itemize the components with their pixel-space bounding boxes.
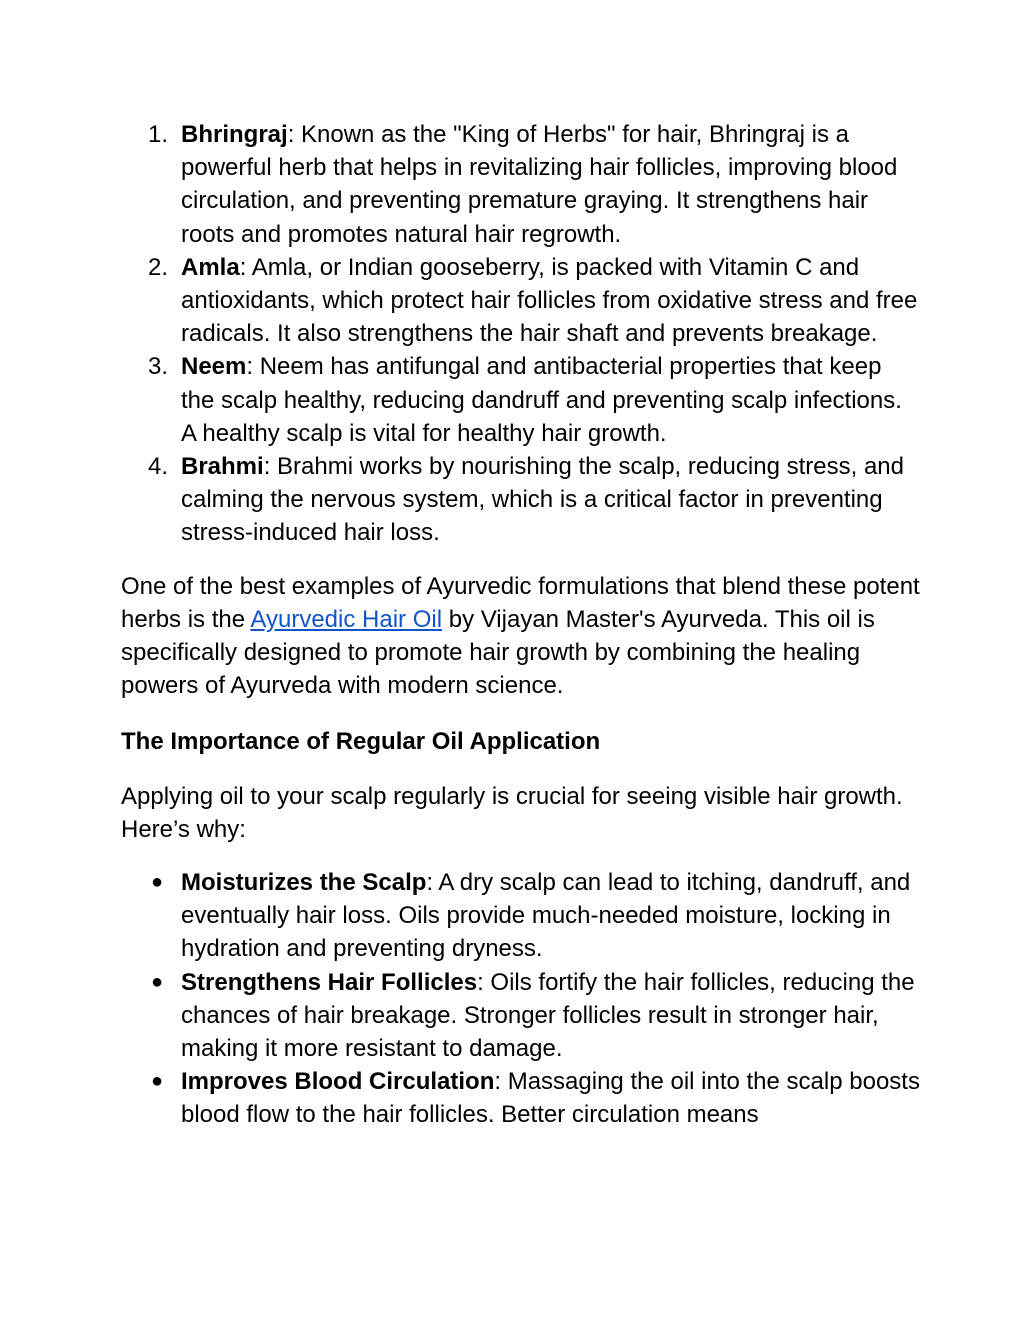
list-item-amla: [121, 251, 921, 351]
herb-term: Neem: [181, 353, 247, 381]
benefits-bullet-list: [121, 866, 921, 1132]
herb-description: : Neem has antifungal and antibacterial properties that keep the scalp healthy, reducing dandruff and preventing scalp infections. A healthy scalp is vital for healthy hair growth.: [181, 353, 902, 447]
benefit-term: Moisturizes the Scalp: [181, 869, 427, 897]
herb-description: : Known as the "King of Herbs" for hair, Bhringraj is a powerful herb that helps in revitalizing hair follicles, improving blood circulation, and preventing premature graying. It strengthens hair roots and promotes natural hair regrowth.: [181, 121, 898, 248]
example-text-after: by Vijayan Master's Ayurveda. This oil is specifically designed to promote hair growth by combining the healing powers of Ayurveda with modern science.: [121, 605, 875, 700]
herb-term: Amla: [181, 253, 240, 281]
intro-paragraph: Applying oil to your scalp regularly is crucial for seeing visible hair growth. Here’s why:: [121, 782, 903, 843]
example-paragraph: [121, 570, 921, 703]
bullet-icon: ●: [151, 970, 164, 993]
benefit-description: : Massaging the oil into the scalp boosts blood flow to the hair follicles. Better circulation means: [181, 1068, 920, 1129]
herb-term: Bhringraj: [181, 121, 288, 148]
herb-description: : Amla, or Indian gooseberry, is packed with Vitamin C and antioxidants, which protect hair follicles from oxidative stress and free radicals. It also strengthens the hair shaft and prevents breakage.: [181, 253, 918, 348]
list-item-bhringraj: [121, 118, 921, 251]
benefit-term: Strengthens Hair Follicles: [181, 968, 478, 996]
document-page: [121, 118, 921, 1132]
list-number: 2.: [148, 253, 169, 281]
example-text-before: One of the best examples of Ayurvedic formulations that blend these potent herbs is the: [121, 572, 920, 633]
list-item-brahmi: [121, 450, 921, 550]
bullet-icon: ●: [151, 1070, 164, 1093]
list-item-circulation: [121, 1065, 921, 1131]
list-item-moisturizes: [121, 866, 921, 966]
list-number: 1.: [148, 121, 169, 148]
list-item-strengthens: [121, 966, 921, 1066]
list-number: 4.: [148, 453, 169, 481]
benefit-description: : Oils fortify the hair follicles, reducing the chances of hair breakage. Stronger follicles result in stronger hair, making it more resistant to damage.: [181, 968, 915, 1063]
ayurvedic-hair-oil-link[interactable]: Ayurvedic Hair Oil: [250, 605, 443, 633]
herb-term: Brahmi: [181, 453, 264, 481]
benefit-description: : A dry scalp can lead to itching, dandruff, and eventually hair loss. Oils provide much-needed moisture, locking in hydration and preventing dryness.: [181, 869, 911, 963]
herb-description: : Brahmi works by nourishing the scalp, reducing stress, and calming the nervous system, which is a critical factor in preventing stress-induced hair loss.: [181, 453, 904, 547]
herbs-numbered-list: [121, 118, 921, 550]
list-item-neem: [121, 350, 921, 450]
bullet-icon: ●: [151, 871, 164, 894]
section-heading: The Importance of Regular Oil Application: [121, 728, 601, 756]
benefit-term: Improves Blood Circulation: [181, 1068, 495, 1096]
list-number: 3.: [148, 353, 169, 381]
